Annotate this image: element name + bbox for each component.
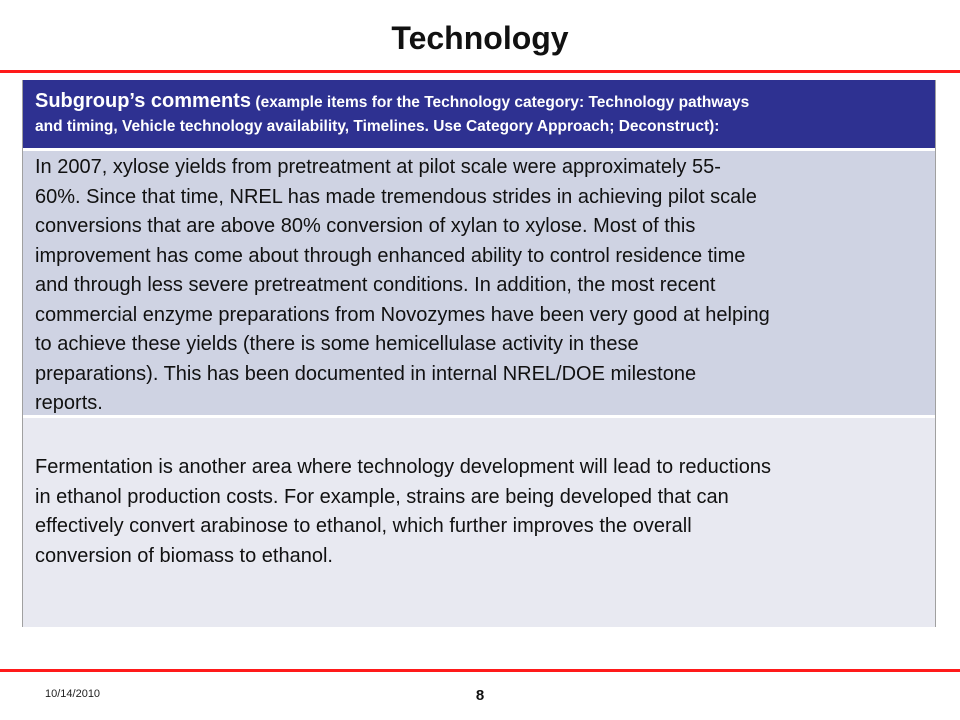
text-line: commercial enzyme preparations from Novozymes have been very good at helping <box>35 303 770 326</box>
text-line: effectively convert arabinose to ethanol, which further improves the overall <box>35 515 692 537</box>
table-header <box>23 80 935 148</box>
header-line-1 <box>35 89 923 115</box>
text-line: In 2007, xylose yields from pretreatment at pilot scale were approximately 55- <box>35 156 721 178</box>
text-line: conversions that are above 80% conversion of xylan to xylose. Most of this <box>35 215 696 237</box>
text-line: preparations). This has been documented in internal NREL/DOE milestone <box>35 362 697 385</box>
footer-date: 10/14/2010 <box>45 688 101 700</box>
text-line: reports. <box>35 392 103 414</box>
bottom-divider <box>0 669 960 672</box>
header-note-part-2: and timing, Vehicle technology availability, Timelines. Use Category Approach; Deconstruct): <box>35 118 720 135</box>
text-line: Fermentation is another area where technology development will lead to reductions <box>35 456 771 478</box>
comments-table <box>22 80 936 627</box>
slide-title: Technology <box>391 20 569 56</box>
row-text <box>35 151 923 419</box>
text-line: 60%. Since that time, NREL has made tremendous strides in achieving pilot scale <box>35 185 757 208</box>
page-number: 8 <box>475 687 485 704</box>
table-row-pretreatment <box>23 151 935 415</box>
header-heading: Subgroup’s comments <box>35 90 251 112</box>
text-line: conversion of biomass to ethanol. <box>35 544 333 567</box>
text-line: to achieve these yields (there is some hemicellulase activity in these <box>35 333 639 355</box>
text-line: improvement has come about through enhanced ability to control residence time <box>35 244 746 267</box>
table-row-fermentation <box>23 418 935 627</box>
header-note-part-1: (example items for the Technology category: Technology pathways <box>255 94 750 111</box>
text-line: and through less severe pretreatment conditions. In addition, the most recent <box>35 274 716 296</box>
text-line: in ethanol production costs. For example, strains are being developed that can <box>35 485 729 508</box>
top-divider <box>0 70 960 73</box>
row-text <box>35 418 923 571</box>
